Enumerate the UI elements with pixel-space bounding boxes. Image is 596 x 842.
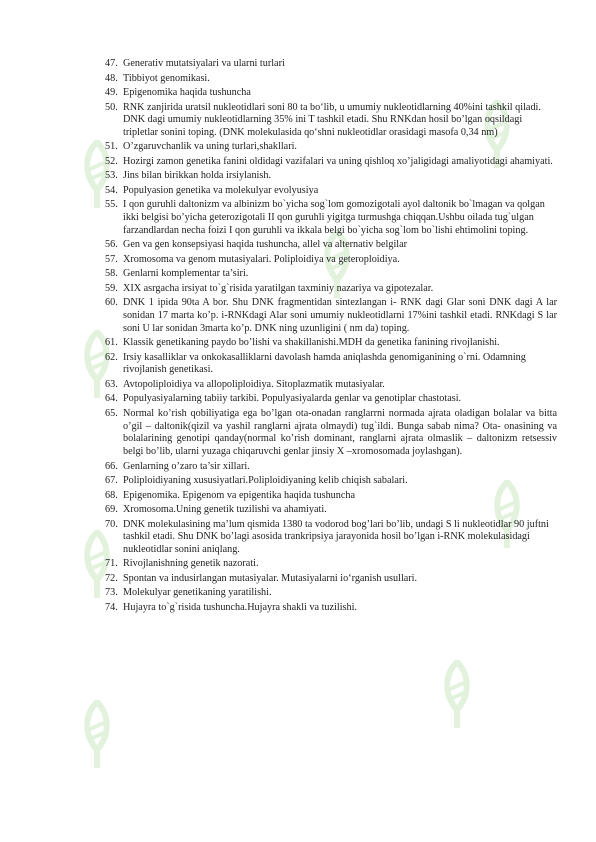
list-item bbox=[105, 519, 557, 557]
item-text: Genlarni komplementar ta’siri. bbox=[123, 268, 249, 280]
item-number: 72. bbox=[105, 572, 118, 584]
document-page bbox=[105, 58, 557, 616]
list-item bbox=[105, 490, 557, 503]
list-item bbox=[105, 587, 557, 600]
list-item bbox=[105, 58, 557, 71]
list-item bbox=[105, 239, 557, 252]
item-number: 56. bbox=[105, 239, 118, 251]
item-text: Hozirgi zamon genetika fanini oldidagi vazifalari va uning qishloq xo’jaligidagi amaliyotidagi ahamiyati. bbox=[123, 155, 553, 167]
list-item bbox=[105, 408, 557, 459]
item-text: Xromosoma va genom mutasiyalari. Poliploidiya va geteroploidiya. bbox=[123, 253, 400, 265]
item-text: Jins bilan birikkan holda irsiylanish. bbox=[123, 170, 271, 182]
item-text: Spontan va indusirlangan mutasiyalar. Mutasiyalarni io‘rganish usullari. bbox=[123, 572, 418, 584]
item-number: 73. bbox=[105, 587, 118, 599]
list-item bbox=[105, 199, 557, 237]
item-text: Epigenomika haqida tushuncha bbox=[123, 87, 251, 98]
item-number: 54. bbox=[105, 184, 118, 196]
item-number: 64. bbox=[105, 393, 118, 405]
list-item bbox=[105, 102, 557, 140]
list-item bbox=[105, 156, 557, 169]
item-text: Xromosoma.Uning genetik tuzilishi va ahamiyati. bbox=[123, 504, 327, 516]
item-text: Tibbiyot genomikasi. bbox=[123, 72, 210, 84]
list-item bbox=[105, 475, 557, 488]
item-text: I qon guruhli daltonizm va albinizm bo`yicha sog`lom gomozigotali ayol daltonik bo`lmagan va qolgan ikki belgisi bo’yicha geterozigotali II qon guruhli yigitga turmushga chiqqan.Ushbu oilada tug`ulgan farzandlardan necha foizi I qon guruhli va ikkala belgi bo`yicha sog`lom bo`lishi ehtimolini toping. bbox=[123, 199, 545, 236]
item-number: 68. bbox=[105, 489, 118, 501]
item-number: 58. bbox=[105, 268, 118, 280]
item-number: 67. bbox=[105, 475, 118, 487]
list-item bbox=[105, 170, 557, 183]
item-number: 66. bbox=[105, 460, 118, 472]
item-number: 50. bbox=[105, 101, 118, 113]
item-number: 53. bbox=[105, 170, 118, 182]
item-text: DNK molekulasining ma’lum qismida 1380 ta vodorod bog’lari bo’lib, undagi S li nukleotidlar 90 juftni tashkil etadi. Shu DNK bo’lagi asosida trankripsiya jarayonida hosil bo’lgan i-RNK molekulasidagi nukleotidlar sonini aniqlang. bbox=[123, 518, 549, 555]
list-item bbox=[105, 393, 557, 406]
list-item bbox=[105, 141, 557, 154]
item-number: 57. bbox=[105, 253, 118, 265]
list-item bbox=[105, 185, 557, 198]
item-text: Klassik genetikaning paydo bo’lishi va shakillanishi.MDH da genetika fanining rivojlanishi. bbox=[123, 337, 500, 349]
item-number: 71. bbox=[105, 558, 118, 570]
item-number: 51. bbox=[105, 141, 118, 153]
list-item bbox=[105, 558, 557, 571]
item-text: Genlarning o’zaro ta’sir xillari. bbox=[123, 460, 250, 472]
item-number: 74. bbox=[105, 601, 118, 613]
list-item bbox=[105, 352, 557, 377]
item-text: RNK zanjirida uratsil nukleotidlari soni 80 ta bo‘lib, u umumiy nukleotidlarning 40%ini tashkil qiladi. DNK dagi umumiy nukleotidlarning 35% ini T tashkil etadi. Shu RNKdan hosil bo’lgan oqsildagi tripletlar sonini toping. (DNK molekulasida qo‘shni nukleotidlar orasidagi masofa 0,34 nm) bbox=[123, 101, 541, 138]
item-number: 69. bbox=[105, 504, 118, 516]
item-text: Populyasiyalarning tabiiy tarkibi. Populyasiyalarda genlar va genotiplar chastotasi. bbox=[123, 393, 462, 405]
item-text: Avtopoliploidiya va allopoliploidiya. Sitoplazmatik mutasiyalar. bbox=[123, 378, 385, 390]
item-text: Epigenomika. Epigenom va epigentika haqida tushuncha bbox=[123, 489, 355, 501]
list-item bbox=[105, 461, 557, 474]
item-text: Irsiy kasalliklar va onkokasalliklarni davolash hamda aniqlashda genomiganining o`rni. Odamning rivojlanish genetikasi. bbox=[123, 351, 526, 376]
item-text: Poliploidiyaning xususiyatlari.Poliploidiyaning kelib chiqish sabalari. bbox=[123, 475, 408, 487]
item-number: 49. bbox=[105, 87, 118, 98]
list-item bbox=[105, 87, 557, 100]
leaf-logo-icon bbox=[80, 700, 114, 770]
item-number: 60. bbox=[105, 297, 118, 309]
item-number: 62. bbox=[105, 351, 118, 363]
item-text: O’zgaruvchanlik va uning turlari,shakllari. bbox=[123, 141, 297, 153]
item-number: 63. bbox=[105, 378, 118, 390]
list-item bbox=[105, 573, 557, 586]
item-text: Populyasion genetika va molekulyar evolyusiya bbox=[123, 184, 319, 196]
list-item bbox=[105, 297, 557, 335]
item-text: Generativ mutatsiyalari va ularni turlari bbox=[123, 58, 285, 69]
item-text: Rivojlanishning genetik nazorati. bbox=[123, 558, 259, 570]
list-item bbox=[105, 602, 557, 615]
item-number: 48. bbox=[105, 72, 118, 84]
item-number: 59. bbox=[105, 282, 118, 294]
item-text: DNK 1 ipida 90ta A bor. Shu DNK fragmentidan sintezlangan i- RNK dagi Glar soni DNK dagi A lar sonidan 17 marta ko’p. i-RNKdagi Alar soni umumiy nukleotidlarni 17%ini tashkil etadi. RNKdagi S lar soni U lar sonidan 3marta ko’p. DNK ning uzunligini ( nm da) toping. bbox=[123, 297, 557, 334]
leaf-logo-icon bbox=[440, 660, 474, 730]
list-item bbox=[105, 283, 557, 296]
item-text: Molekulyar genetikaning yaratilishi. bbox=[123, 587, 272, 599]
item-number: 61. bbox=[105, 337, 118, 349]
question-list bbox=[105, 58, 557, 615]
item-text: XIX asrgacha irsiyat to`g`risida yaratilgan taxminiy nazariya va gipotezalar. bbox=[123, 282, 434, 294]
list-item bbox=[105, 254, 557, 267]
item-number: 52. bbox=[105, 155, 118, 167]
item-text: Hujayra to`g`risida tushuncha.Hujayra shakli va tuzilishi. bbox=[123, 601, 357, 613]
list-item bbox=[105, 379, 557, 392]
item-number: 55. bbox=[105, 199, 118, 211]
item-text: Gen va gen konsepsiyasi haqida tushuncha, allel va alternativ belgilar bbox=[123, 239, 408, 251]
list-item bbox=[105, 73, 557, 86]
list-item bbox=[105, 337, 557, 350]
item-text: Normal ko’rish qobiliyatiga ega bo’lgan ota-onadan ranglarrni normada ajrata oladigan bolalar va bitta o’gil – daltonik(qizil va yashil ranglarni ajrata olmaydi) tug`ildi. Bunga sabab nima? Ota- onasining va bolalarining genotipi qanday(normal ko’rish dominant, ranglarni ajrata olmaslik – daltonizm retsessiv belgi bo’lib, ularni yuzaga chiqaruvchi genlar jinsiy X –xromosomada joylashgan). bbox=[123, 407, 557, 458]
item-number: 47. bbox=[105, 58, 118, 69]
list-item bbox=[105, 504, 557, 517]
item-number: 70. bbox=[105, 518, 118, 530]
item-number: 65. bbox=[105, 407, 118, 419]
list-item bbox=[105, 268, 557, 281]
